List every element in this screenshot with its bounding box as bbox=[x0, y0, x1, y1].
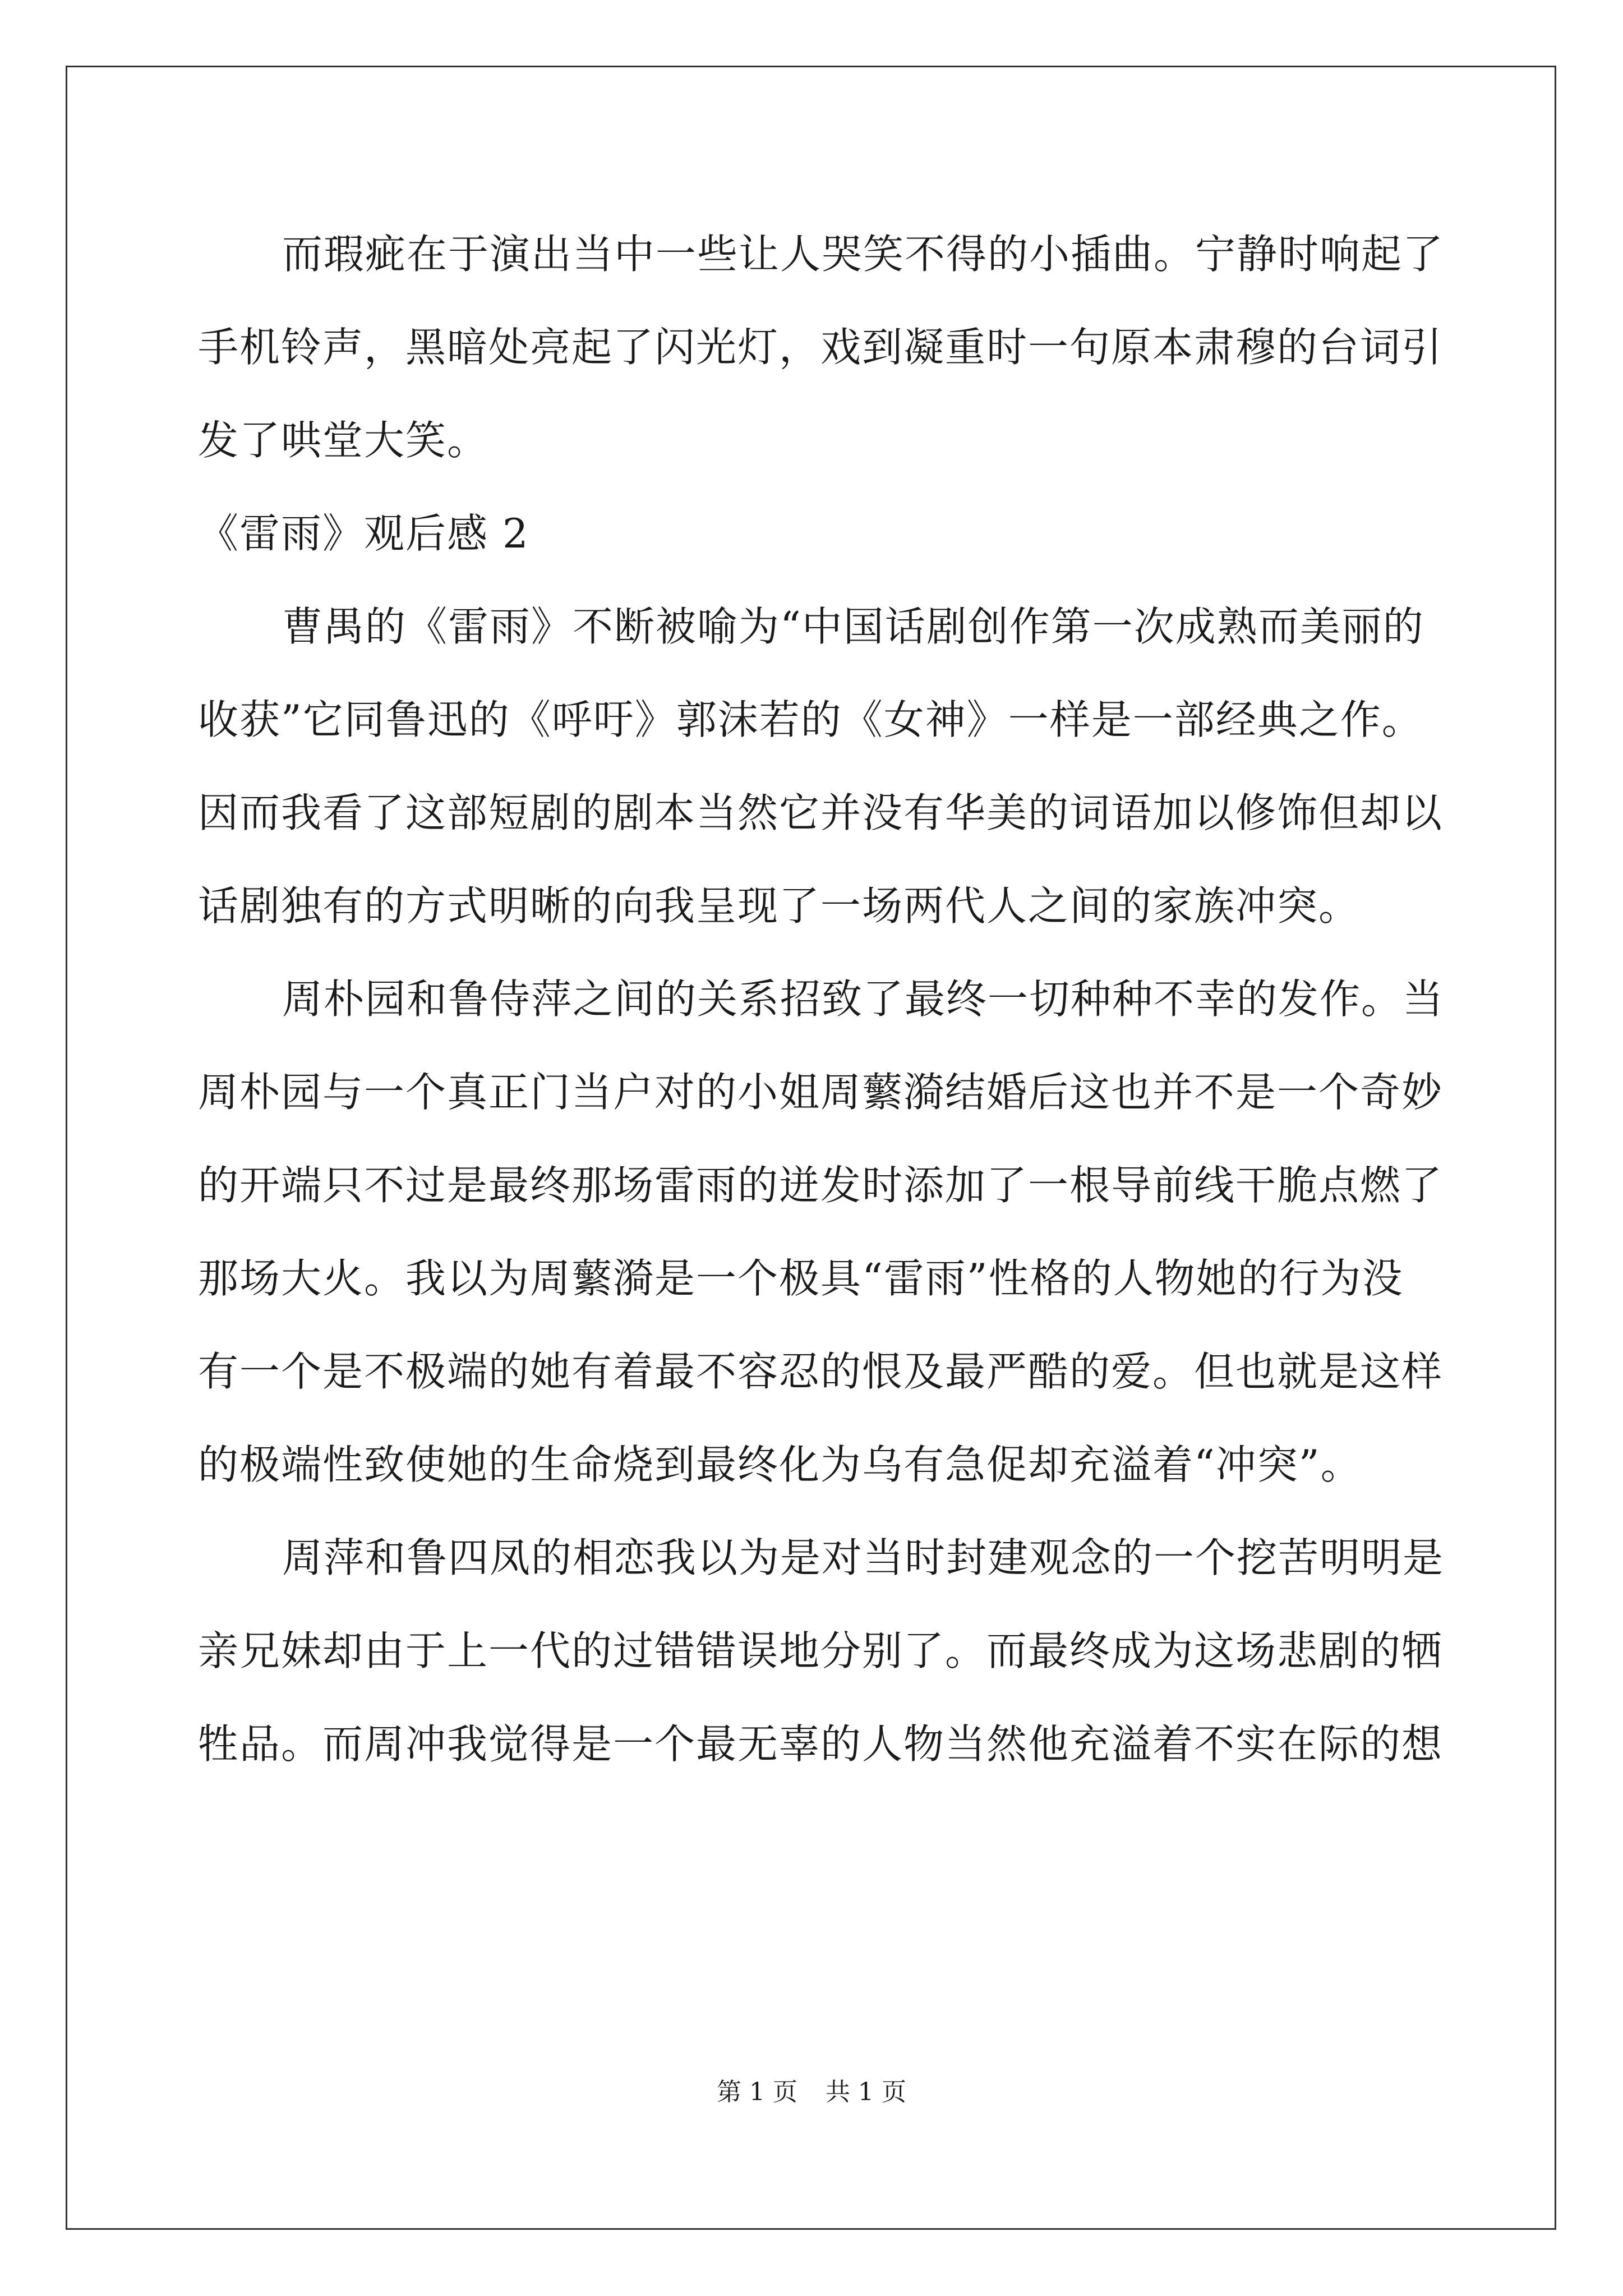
text-line: 的开端只不过是最终那场雷雨的迸发时添加了一根导前线干脆点燃了 bbox=[198, 1162, 1444, 1209]
text-line: 牲品。而周冲我觉得是一个最无辜的人物当然他充溢着不实在际的想 bbox=[198, 1720, 1444, 1768]
page-number-total: 共 1 页 bbox=[826, 2078, 906, 2106]
text-line: 手机铃声，黑暗处亮起了闪光灯，戏到凝重时一句原本肃穆的台词引 bbox=[198, 324, 1444, 371]
text-line: 而瑕疵在于演出当中一些让人哭笑不得的小插曲。宁静时响起了 bbox=[282, 231, 1445, 278]
text-line: 那场大火。我以为周蘩漪是一个极具“雷雨”性格的人物她的行为没 bbox=[198, 1255, 1404, 1302]
page-footer bbox=[0, 2076, 1623, 2109]
text-line: 有一个是不极端的她有着最不容忍的恨及最严酷的爱。但也就是这样 bbox=[198, 1348, 1444, 1395]
text-line: 亲兄妹却由于上一代的过错错误地分别了。而最终成为这场悲剧的牺 bbox=[198, 1627, 1444, 1674]
text-line: 周萍和鲁四凤的相恋我以为是对当时封建观念的一个挖苦明明是 bbox=[282, 1534, 1445, 1581]
text-line: 收获”它同鲁迅的《呼吁》郭沫若的《女神》一样是一部经典之作。 bbox=[198, 696, 1423, 743]
text-line: 周朴园与一个真正门当户对的小姐周蘩漪结婚后这也并不是一个奇妙 bbox=[198, 1069, 1444, 1116]
text-line: 话剧独有的方式明晰的向我呈现了一场两代人之间的家族冲突。 bbox=[198, 882, 1361, 930]
text-line: 因而我看了这部短剧的剧本当然它并没有华美的词语加以修饰但却以 bbox=[198, 789, 1444, 836]
text-line: 的极端性致使她的生命烧到最终化为乌有急促却充溢着“冲突”。 bbox=[198, 1441, 1362, 1488]
page-number-current: 第 1 页 bbox=[717, 2078, 797, 2106]
text-line: 发了哄堂大笑。 bbox=[198, 417, 489, 464]
text-line: 周朴园和鲁侍萍之间的关系招致了最终一切种种不幸的发作。当 bbox=[282, 976, 1445, 1023]
text-line: 曹禺的《雷雨》不断被喻为“中国话剧创作第一次成熟而美丽的 bbox=[282, 603, 1424, 650]
document-body bbox=[198, 208, 1445, 1791]
section-heading: 《雷雨》观后感 2 bbox=[198, 510, 529, 557]
